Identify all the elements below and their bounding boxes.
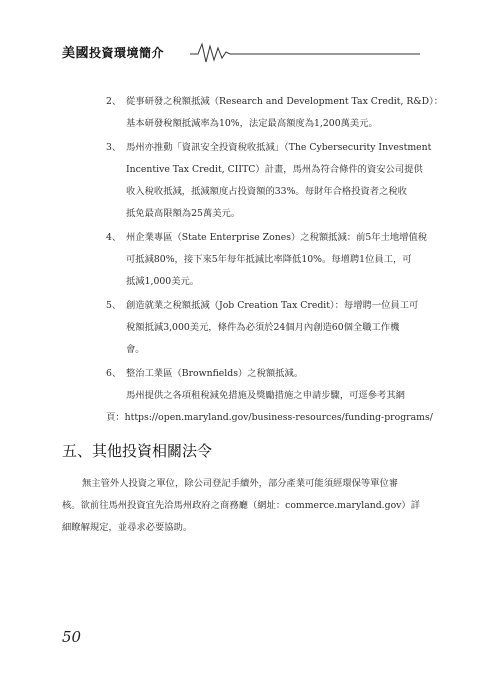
list-item-number: 4、: [106, 232, 122, 243]
paragraph-line: 核。欲前往馬州投資宜先洽馬州政府之商務廳（網址：commerce.maryland.gov）詳: [62, 500, 421, 511]
list-item-line: 稅額抵減3,000美元，條件為必須於24個月內創造60個全職工作機: [126, 322, 400, 333]
list-item-line: 收入稅收抵減，抵減額度占投資額的33%。每財年合格投資者之稅收: [126, 186, 407, 197]
list-item-line: 馬州提供之各項租稅減免措施及獎勵措施之申請步驟，可逕參考其網: [126, 390, 405, 401]
heartbeat-line-icon: [190, 40, 420, 64]
list-item-line: 抵免最高限額為25萬美元。: [126, 208, 241, 219]
paragraph-line: 無主管外人投資之單位，除公司登記手續外，部分產業可能須經環保等單位審: [82, 478, 399, 489]
section-heading: 五、其他投資相關法令: [62, 442, 213, 460]
list-item-line: 會。: [126, 344, 145, 355]
list-item-line: 基本研發稅額抵減率為10%，法定最高額度為1,200萬美元。: [126, 118, 378, 129]
list-item-line: 州企業專區（State Enterprise Zones）之稅額抵減：前5年土地增值稅: [126, 232, 428, 243]
list-item-line: 馬州亦推動「資訊安全投資稅收抵減」（The Cybersecurity Investment: [126, 142, 432, 153]
list-item-number: 3、: [106, 142, 122, 153]
list-item-line: 整治工業區（Brownfields）之稅額抵減。: [126, 368, 304, 379]
list-item-number: 6、: [106, 368, 122, 379]
list-item-line: 可抵減80%，接下來5年每年抵減比率降低10%。每增聘1位員工，可: [126, 254, 412, 265]
running-header: [62, 40, 422, 66]
list-item-line: 抵減1,000美元。: [126, 276, 200, 287]
list-item-line: Incentive Tax Credit, CIITC）計畫，馬州為符合條件的資安公司提供: [126, 164, 423, 175]
header-title-main: 美國: [62, 46, 90, 61]
paragraph-line: 細瞭解規定，並尋求必要協助。: [62, 522, 193, 533]
page-number: 50: [62, 628, 82, 646]
header-title-sub: 投資環境簡介: [89, 46, 165, 60]
list-item-number: 5、: [106, 300, 122, 311]
reference-url: 頁：https://open.maryland.gov/business-resources/funding-programs/: [106, 412, 433, 423]
list-item-line: 創造就業之稅額抵減（Job Creation Tax Credit）：每增聘一位員工可: [126, 300, 419, 311]
header-title: [62, 42, 164, 61]
list-item-number: 2、: [106, 96, 122, 107]
list-item-line: 從事研發之稅額抵減（Research and Development Tax Credit, R&D）：: [126, 96, 444, 107]
